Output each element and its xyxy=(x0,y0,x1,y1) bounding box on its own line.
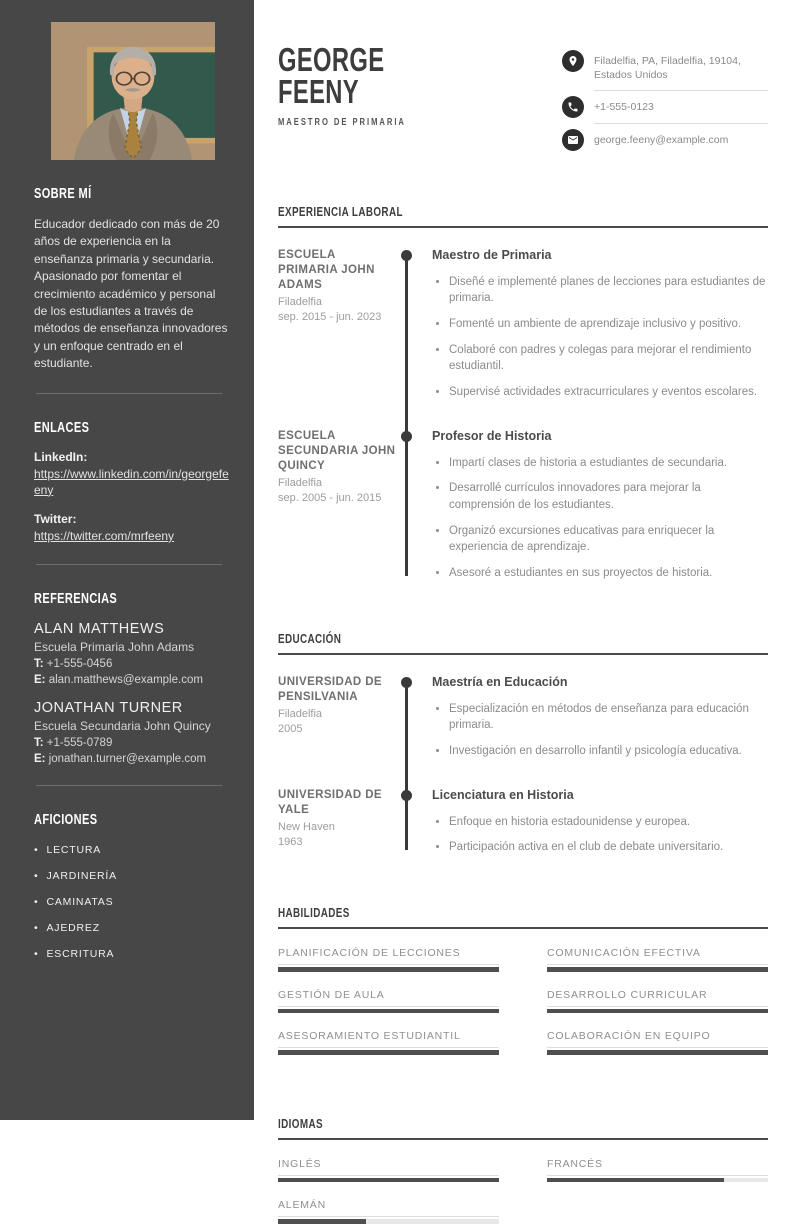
entry-meta xyxy=(278,429,396,582)
bullet: • Investigación en desarrollo infantil y psicología educativa. xyxy=(449,743,768,760)
experience-entries xyxy=(278,248,768,582)
hobby-item: • JARDINERÍA xyxy=(34,870,232,882)
languages-heading: IDIOMAS xyxy=(278,1111,768,1140)
skill-bar-fill xyxy=(278,967,499,972)
about-heading xyxy=(34,186,232,202)
skill-item xyxy=(278,947,499,972)
education-entry xyxy=(278,788,768,856)
entry-location: New Haven xyxy=(278,820,335,833)
linkedin-link[interactable]: https://www.linkedin.com/in/georgefeeny xyxy=(34,466,229,497)
hobbies-heading-text: AFICIONES xyxy=(34,812,98,829)
entry-org: ESCUELA PRIMARIA JOHN ADAMS xyxy=(278,248,375,291)
skills-grid xyxy=(278,947,768,1055)
bullet: • Diseñé e implementé planes de lecciones para estudiantes de primaria. xyxy=(449,274,768,307)
phone-text: +1-555-0123 xyxy=(594,96,768,123)
contact-email-row xyxy=(562,129,768,155)
profile-photo xyxy=(51,22,215,160)
hobby-list xyxy=(34,844,232,960)
sidebar-divider xyxy=(36,393,222,394)
reference-org: Escuela Primaria John Adams xyxy=(34,640,195,655)
person-title: MAESTRO DE PRIMARIA xyxy=(278,116,406,128)
education-entry xyxy=(278,675,768,788)
reference-name: ALAN MATTHEWS xyxy=(34,621,165,638)
language-label: ALEMÁN xyxy=(278,1199,499,1217)
twitter-label: Twitter: xyxy=(34,511,77,526)
bullet: • Desarrollé currículos innovadores para mejorar la comprensión de los estudiantes. xyxy=(449,480,768,513)
hobbies-section xyxy=(34,812,232,960)
references-section xyxy=(34,591,232,765)
reference-name: JONATHAN TURNER xyxy=(34,700,183,717)
bullet: • Supervisé actividades extracurriculares y eventos escolares. xyxy=(449,384,768,401)
entry-body xyxy=(432,248,768,401)
skill-bar xyxy=(278,967,499,972)
contact-phone-row xyxy=(562,96,768,123)
person-name xyxy=(278,41,446,111)
bullet: • Fomenté un ambiente de aprendizaje inclusivo y positivo. xyxy=(449,316,768,333)
hobby-item: • ESCRITURA xyxy=(34,948,232,960)
header xyxy=(278,41,768,155)
skill-bar xyxy=(547,1050,768,1055)
main-content xyxy=(254,0,794,1212)
skill-bar-fill xyxy=(278,1050,499,1055)
bullet: • Impartí clases de historia a estudiantes de secundaria. xyxy=(449,455,768,472)
entry-org: UNIVERSIDAD DE YALE xyxy=(278,788,383,816)
skill-bar-fill xyxy=(278,1009,499,1014)
entry-org: ESCUELA SECUNDARIA JOHN QUINCY xyxy=(278,429,396,472)
entry-dates: sep. 2015 - jun. 2023 xyxy=(278,310,382,323)
entry-title: Licenciatura en Historia xyxy=(432,787,574,802)
location-pin-icon xyxy=(562,50,584,72)
skill-item xyxy=(278,989,499,1014)
language-bar-fill xyxy=(278,1178,499,1183)
experience-entry xyxy=(278,429,768,582)
entry-dates: 1963 xyxy=(278,835,303,848)
skill-label: COMUNICACIÓN EFECTIVA xyxy=(547,947,768,965)
education-heading: EDUCACIÓN xyxy=(278,626,768,655)
education-entries xyxy=(278,675,768,856)
skill-bar xyxy=(547,1009,768,1014)
skill-item xyxy=(547,989,768,1014)
reference-phone xyxy=(34,737,232,749)
entry-org: UNIVERSIDAD DE PENSILVANIA xyxy=(278,675,383,703)
entry-title: Profesor de Historia xyxy=(432,428,552,443)
language-item xyxy=(278,1158,499,1183)
entry-title: Maestro de Primaria xyxy=(432,247,552,262)
skill-bar-fill xyxy=(547,1050,768,1055)
skill-label: PLANIFICACIÓN DE LECCIONES xyxy=(278,947,499,965)
skill-bar-fill xyxy=(547,967,768,972)
about-section xyxy=(34,186,232,373)
education-section xyxy=(278,626,768,856)
skill-bar xyxy=(278,1050,499,1055)
phone-icon xyxy=(562,96,584,118)
contact-block xyxy=(562,50,768,155)
skill-item xyxy=(547,1030,768,1055)
experience-heading: EXPERIENCIA LABORAL xyxy=(278,199,768,228)
entry-location: Filadelfia xyxy=(278,707,323,720)
languages-section xyxy=(278,1111,768,1224)
phone-value: +1-555-0456 xyxy=(46,658,113,671)
bullet: • Colaboré con padres y colegas para mejorar el rendimiento estudiantil. xyxy=(449,342,768,375)
phone-label: T: xyxy=(34,737,44,750)
skill-item xyxy=(278,1030,499,1055)
reference-org: Escuela Secundaria John Quincy xyxy=(34,719,211,734)
skill-label: ASESORAMIENTO ESTUDIANTIL xyxy=(278,1030,499,1048)
skill-item xyxy=(547,947,768,972)
reference-phone xyxy=(34,658,232,670)
first-name: GEORGE xyxy=(278,41,385,78)
email-label: E: xyxy=(34,753,46,766)
entry-meta xyxy=(278,248,396,401)
skill-bar-fill xyxy=(547,1009,768,1014)
skill-label: COLABORACIÓN EN EQUIPO xyxy=(547,1030,768,1048)
entry-body xyxy=(432,429,768,582)
entry-location: Filadelfia xyxy=(278,476,323,489)
reference-item xyxy=(34,621,232,686)
contact-location-row xyxy=(562,50,768,91)
references-heading xyxy=(34,591,232,607)
language-item xyxy=(278,1199,499,1224)
language-label: FRANCÉS xyxy=(547,1158,768,1176)
link-item-linkedin xyxy=(34,450,232,498)
about-text: Educador dedicado con más de 20 años de experiencia en la enseñanza primaria y secundaria. Apasionado por fomentar el crecimiento académico y personal de los estudiantes a través de métodos de enseñanza innovadores y un enfoque centrado en el estudiante. xyxy=(34,217,228,371)
timeline-spacer xyxy=(396,429,432,582)
location-text: Filadelfia, PA, Filadelfia, 19104, Estados Unidos xyxy=(594,50,768,91)
language-item xyxy=(547,1158,768,1183)
email-icon xyxy=(562,129,584,151)
reference-item xyxy=(34,700,232,765)
experience-entry xyxy=(278,248,768,429)
entry-bullets xyxy=(432,701,768,760)
entry-body xyxy=(432,675,768,760)
sidebar-divider xyxy=(36,785,222,786)
hobby-item: • CAMINATAS xyxy=(34,896,232,908)
bullet: • Especialización en métodos de enseñanza para educación primaria. xyxy=(449,701,768,734)
email-value: jonathan.turner@example.com xyxy=(48,753,207,766)
language-bar xyxy=(547,1178,768,1183)
name-block xyxy=(278,41,446,128)
phone-value: +1-555-0789 xyxy=(46,737,113,750)
timeline-spacer xyxy=(396,788,432,856)
skill-label: GESTIÓN DE AULA xyxy=(278,989,499,1007)
skill-bar xyxy=(278,1009,499,1014)
timeline-spacer xyxy=(396,248,432,401)
twitter-link[interactable]: https://twitter.com/mrfeeny xyxy=(34,528,175,543)
language-bar-fill xyxy=(547,1178,724,1183)
language-bar xyxy=(278,1219,499,1224)
language-bar-fill xyxy=(278,1219,366,1224)
hobby-item: • LECTURA xyxy=(34,844,232,856)
links-section xyxy=(34,420,232,545)
experience-section xyxy=(278,199,768,582)
bullet: • Enfoque en historia estadounidense y europea. xyxy=(449,814,768,831)
bullet: • Asesoré a estudiantes en sus proyectos de historia. xyxy=(449,565,768,582)
entry-body xyxy=(432,788,768,856)
language-label: INGLÉS xyxy=(278,1158,499,1176)
skill-bar xyxy=(547,967,768,972)
linkedin-label: LinkedIn: xyxy=(34,449,88,464)
phone-label: T: xyxy=(34,658,44,671)
links-heading-text: ENLACES xyxy=(34,419,90,436)
email-label: E: xyxy=(34,674,46,687)
hobbies-heading xyxy=(34,812,232,828)
bullet: • Participación activa en el club de debate universitario. xyxy=(449,839,768,856)
timeline-spacer xyxy=(396,675,432,760)
skills-section xyxy=(278,900,768,1055)
entry-bullets xyxy=(432,814,768,856)
entry-meta xyxy=(278,788,396,856)
email-text: george.feeny@example.com xyxy=(594,133,729,146)
link-item-twitter xyxy=(34,512,232,544)
entry-location: Filadelfia xyxy=(278,295,323,308)
sidebar xyxy=(0,0,254,1120)
last-name: FEENY xyxy=(278,73,360,111)
about-heading-text: SOBRE MÍ xyxy=(34,186,92,202)
hobby-item: • AJEDREZ xyxy=(34,922,232,934)
skill-label: DESARROLLO CURRICULAR xyxy=(547,989,768,1007)
entry-dates: sep. 2005 - jun. 2015 xyxy=(278,491,382,504)
languages-grid xyxy=(278,1158,768,1224)
links-heading xyxy=(34,420,232,436)
bullet: • Organizó excursiones educativas para enriquecer la experiencia de aprendizaje. xyxy=(449,523,768,556)
reference-email xyxy=(34,753,232,765)
reference-email xyxy=(34,674,232,686)
entry-bullets xyxy=(432,455,768,582)
references-heading-text: REFERENCIAS xyxy=(34,591,118,608)
entry-title: Maestría en Educación xyxy=(432,674,568,689)
profile-photo-illustration xyxy=(51,22,215,160)
email-value: alan.matthews@example.com xyxy=(48,674,203,687)
skills-heading: HABILIDADES xyxy=(278,900,768,929)
entry-meta xyxy=(278,675,396,760)
entry-dates: 2005 xyxy=(278,722,303,735)
entry-bullets xyxy=(432,274,768,401)
language-bar xyxy=(278,1178,499,1183)
sidebar-divider xyxy=(36,564,222,565)
